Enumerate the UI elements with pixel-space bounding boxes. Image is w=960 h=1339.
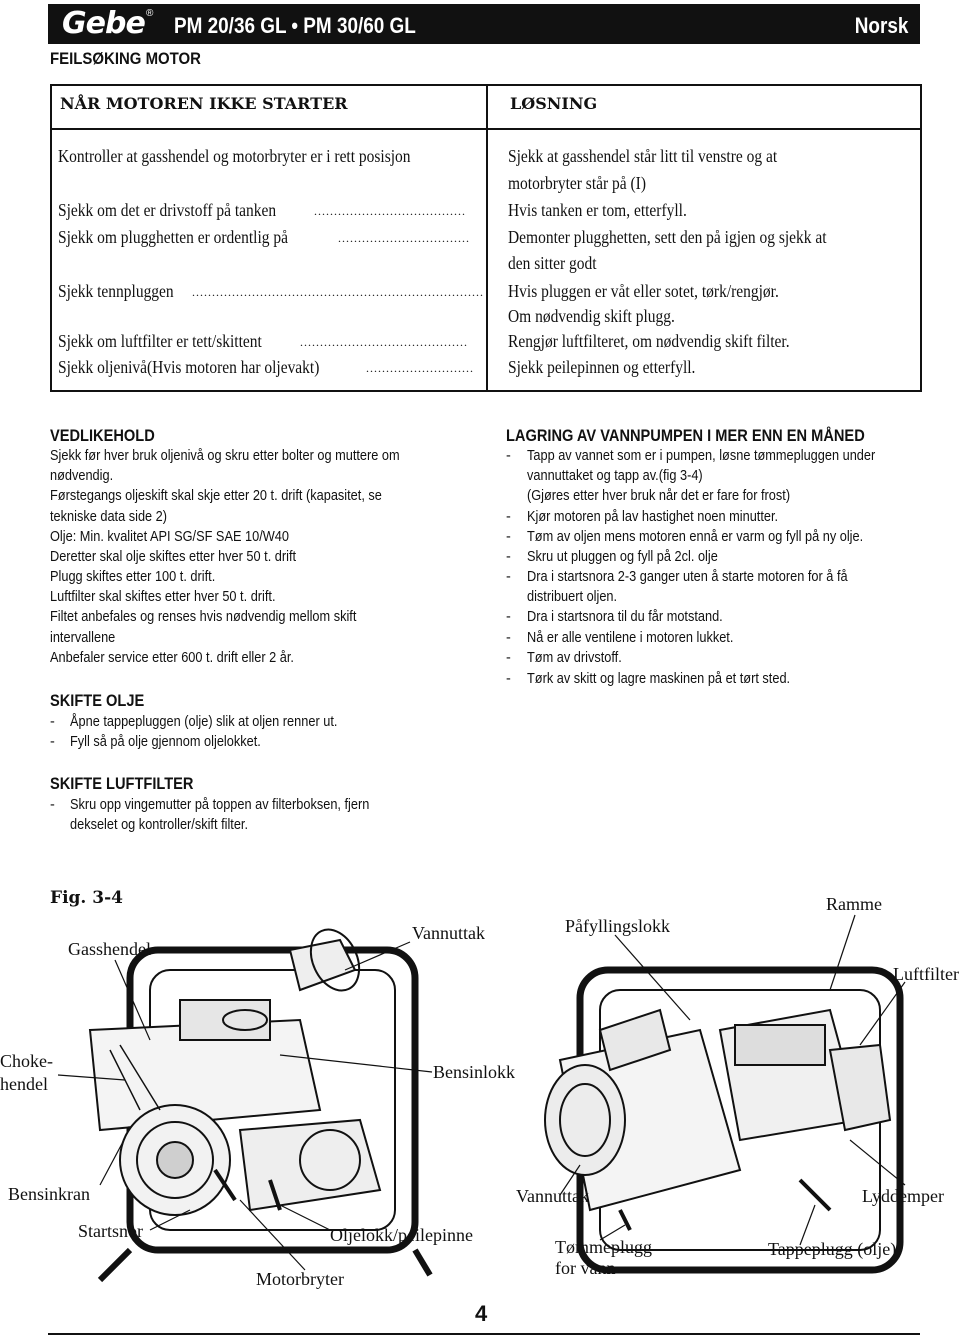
cause-row: Sjekk om det er drivstoff på tanken <box>58 200 277 220</box>
solution-line: Rengjør luftfilteret, om nødvendig skift filter. <box>508 331 790 351</box>
storage-line: Tørk av skitt og lagre maskinen på et tørt sted. <box>527 671 791 687</box>
bullet-dash: - <box>506 448 511 464</box>
maintenance-line: Sjekk før hver bruk oljenivå og skru etter bolter og muttere om <box>50 448 400 464</box>
right-pump-drawing <box>545 970 900 1270</box>
bullet-dash: - <box>506 569 511 585</box>
callout-luftfilter: Luftfilter <box>893 964 959 984</box>
callout-motorbryter: Motorbryter <box>256 1269 344 1289</box>
storage-line: Kjør motoren på lav hastighet noen minutter. <box>527 509 779 525</box>
maintenance-line: Anbefaler service etter 600 t. drift eller 2 år. <box>50 650 294 666</box>
maintenance-title: VEDLIKEHOLD <box>50 426 155 445</box>
registered-mark: ® <box>146 8 154 19</box>
bullet-dash: - <box>506 671 511 687</box>
table-header-solution: LØSNING <box>510 94 598 113</box>
header-bar <box>48 4 920 44</box>
solution-line: Demonter plugghetten, sett den på igjen og sjekk at <box>508 227 827 247</box>
storage-line: distribuert oljen. <box>527 589 618 605</box>
callout-pafyllingslokk: Påfyllingslokk <box>565 916 671 936</box>
section-title: FEILSØKING MOTOR <box>50 49 201 68</box>
cause-row: Kontroller at gasshendel og motorbryter er i rett posisjon <box>58 146 411 166</box>
storage-line: Skru ut pluggen og fyll på 2cl. olje <box>527 549 718 565</box>
model-names: PM 20/36 GL • PM 30/60 GL <box>174 13 416 38</box>
maintenance-line: Filtet anbefales og renses hvis nødvendig mellom skift <box>50 609 357 625</box>
leader-dots: ......................................................................... <box>192 285 484 299</box>
maintenance-line: Deretter skal olje skiftes etter hver 50 t. drift <box>50 549 297 565</box>
callout-tommeplugg-1: Tømmeplugg <box>555 1237 652 1257</box>
solution-line: Hvis tanken er tom, etterfyll. <box>508 200 687 220</box>
leader-dots: ...................................... <box>314 204 466 218</box>
callout-chokehendel-1: Choke- <box>0 1051 53 1071</box>
callout-vannuttak-left: Vannuttak <box>412 923 485 943</box>
storage-title: LAGRING AV VANNPUMPEN I MER ENN EN MÅNED <box>506 426 865 445</box>
callout-gasshendel: Gasshendel <box>68 939 151 959</box>
brand-logo: Gebe <box>62 6 145 41</box>
storage-line: Tapp av vannet som er i pumpen, løsne tømmepluggen under <box>527 448 876 464</box>
cause-row: Sjekk tennpluggen <box>58 281 174 301</box>
callout-bensinlokk: Bensinlokk <box>433 1062 516 1082</box>
callout-startsnor: Startsnor <box>78 1221 143 1241</box>
bullet-dash: - <box>506 650 511 666</box>
callout-tommeplugg-2: for vann <box>555 1258 616 1278</box>
solution-line: Sjekk at gasshendel står litt til venstre og at <box>508 146 778 166</box>
maintenance-line: Olje: Min. kvalitet API SG/SF SAE 10/W40 <box>50 529 289 545</box>
cause-row: Sjekk om plugghetten er ordentlig på <box>58 227 289 247</box>
maintenance-line: Plugg skiftes etter 100 t. drift. <box>50 569 216 585</box>
bullet-dash: - <box>50 734 55 750</box>
leader-dots: .......................................... <box>300 335 468 349</box>
storage-line: (Gjøres etter hver bruk når det er fare for frost) <box>527 488 791 504</box>
language-label: Norsk <box>854 13 908 38</box>
bullet-dash: - <box>506 609 511 625</box>
callout-vannuttak-right: Vannuttak <box>516 1186 589 1206</box>
storage-line: Dra i startsnora 2-3 ganger uten å starte motoren for å få <box>527 569 848 585</box>
solution-line: motorbryter står på (I) <box>508 173 646 193</box>
callout-lyddemper: Lyddemper <box>862 1186 944 1206</box>
storage-line: Nå er alle ventilene i motoren lukket. <box>527 630 734 646</box>
bullet-dash: - <box>506 630 511 646</box>
storage-line: Dra i startsnora til du får motstand. <box>527 609 723 625</box>
maintenance-line: intervallene <box>50 630 116 646</box>
maintenance-line: tekniske data side 2) <box>50 509 168 525</box>
storage-line: Tøm av oljen mens motoren ennå er varm og fyll på ny olje. <box>527 529 864 545</box>
callout-chokehendel-2: hendel <box>0 1074 48 1094</box>
cause-row: Sjekk om luftfilter er tett/skittent <box>58 331 262 351</box>
oil-change-title: SKIFTE OLJE <box>50 691 145 710</box>
bullet-dash: - <box>50 714 55 730</box>
air-filter-line: Skru opp vingemutter på toppen av filterboksen, fjern <box>70 797 370 813</box>
storage-line: Tøm av drivstoff. <box>527 650 622 666</box>
figure-label: Fig. 3-4 <box>50 888 123 908</box>
bullet-dash: - <box>506 549 511 565</box>
storage-line: vannuttaket og tapp av.(fig 3-4) <box>527 468 703 484</box>
table-column-divider <box>486 86 488 390</box>
solution-line: den sitter godt <box>508 253 597 273</box>
maintenance-line: nødvendig. <box>50 468 114 484</box>
bullet-dash: - <box>506 529 511 545</box>
callout-oljelokk: Oljelokk/peilepinne <box>330 1225 473 1245</box>
cause-row: Sjekk oljenivå(Hvis motoren har oljevakt) <box>58 357 320 377</box>
bullet-dash: - <box>506 509 511 525</box>
leader-dots: ........................... <box>366 361 474 375</box>
footer-rule <box>48 1333 920 1335</box>
callout-ramme: Ramme <box>826 894 882 914</box>
solution-line: Om nødvendig skift plugg. <box>508 306 675 326</box>
callout-bensinkran: Bensinkran <box>8 1184 90 1204</box>
table-header-problem: NÅR MOTOREN IKKE STARTER <box>60 94 348 113</box>
solution-line: Sjekk peilepinnen og etterfyll. <box>508 357 696 377</box>
leader-dots: ................................. <box>338 231 470 245</box>
maintenance-line: Luftfilter skal skiftes etter hver 50 t. drift. <box>50 589 276 605</box>
air-filter-title: SKIFTE LUFTFILTER <box>50 774 194 793</box>
solution-line: Hvis pluggen er våt eller sotet, tørk/rengjør. <box>508 281 779 301</box>
callout-tappeplugg: Tappeplugg (olje) <box>768 1239 897 1259</box>
page-number: 4 <box>475 1301 488 1326</box>
air-filter-line: dekselet og kontroller/skift filter. <box>70 817 249 833</box>
oil-change-line: Åpne tappepluggen (olje) slik at oljen renner ut. <box>70 714 338 730</box>
bullet-dash: - <box>50 797 55 813</box>
oil-change-line: Fyll så på olje gjennom oljelokket. <box>70 734 261 750</box>
maintenance-line: Førstegangs oljeskift skal skje etter 20 t. drift (kapasitet, se <box>50 488 382 504</box>
